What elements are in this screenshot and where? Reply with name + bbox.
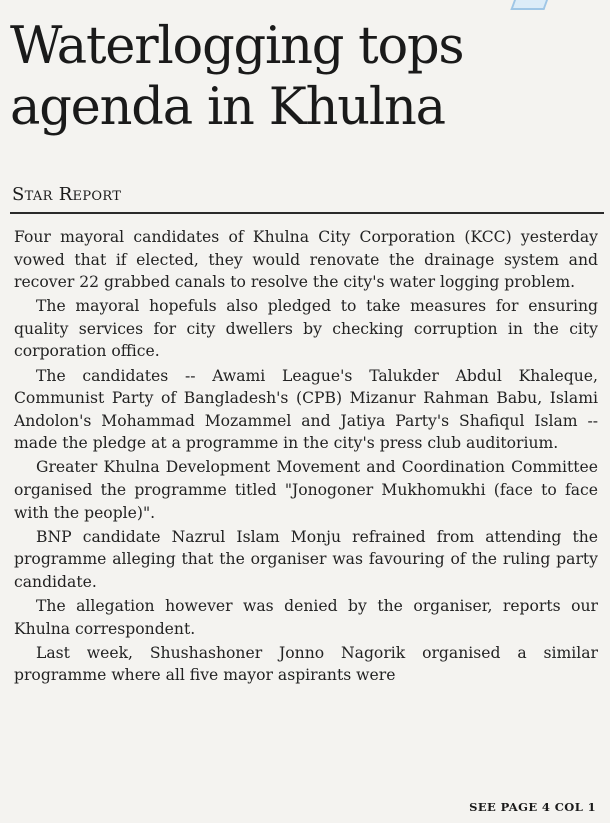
paragraph-6: The allegation however was denied by the organiser, reports our Khulna correspondent. bbox=[14, 597, 598, 638]
headline bbox=[10, 16, 602, 138]
paragraph-1: Four mayoral candidates of Khulna City Corporation (KCC) yesterday vowed that if elected, they would renovate the drainage system and recover 22 grabbed canals to resolve the city's water logging problem. bbox=[14, 228, 598, 292]
paragraph-3: The candidates -- Awami League's Talukder Abdul Khaleque, Communist Party of Bangladesh's (CPB) Mizanur Rahman Babu, Islami Andolon's Mohammad Mozammel and Jatiya Party's Shafiqul Islam -- made the pledge at a programme in the city's press club auditorium. bbox=[14, 366, 598, 453]
paragraph-5: BNP candidate Nazrul Islam Monju refrained from attending the programme alleging that the organiser was favouring of the ruling party candidate. bbox=[14, 527, 598, 591]
paragraph-2: The mayoral hopefuls also pledged to take measures for ensuring quality services for city dwellers by checking corruption in the city corporation office. bbox=[14, 297, 598, 361]
corner-decoration bbox=[510, 0, 551, 10]
article-body bbox=[14, 226, 598, 688]
paragraph-7: Last week, Shushashoner Jonno Nagorik organised a similar programme where all five mayor aspirants were bbox=[14, 643, 598, 685]
continuation-note[interactable]: SEE PAGE 4 COL 1 bbox=[469, 800, 596, 814]
headline-line-1: Waterlogging tops bbox=[10, 17, 464, 76]
paragraph-4: Greater Khulna Development Movement and Coordination Committee organised the programme titled "Jonogoner Mukhomukhi (face to face with the people)". bbox=[14, 458, 598, 522]
byline: Star Report bbox=[12, 184, 122, 205]
divider-rule bbox=[10, 212, 604, 214]
headline-line-2: agenda in Khulna bbox=[10, 78, 445, 137]
